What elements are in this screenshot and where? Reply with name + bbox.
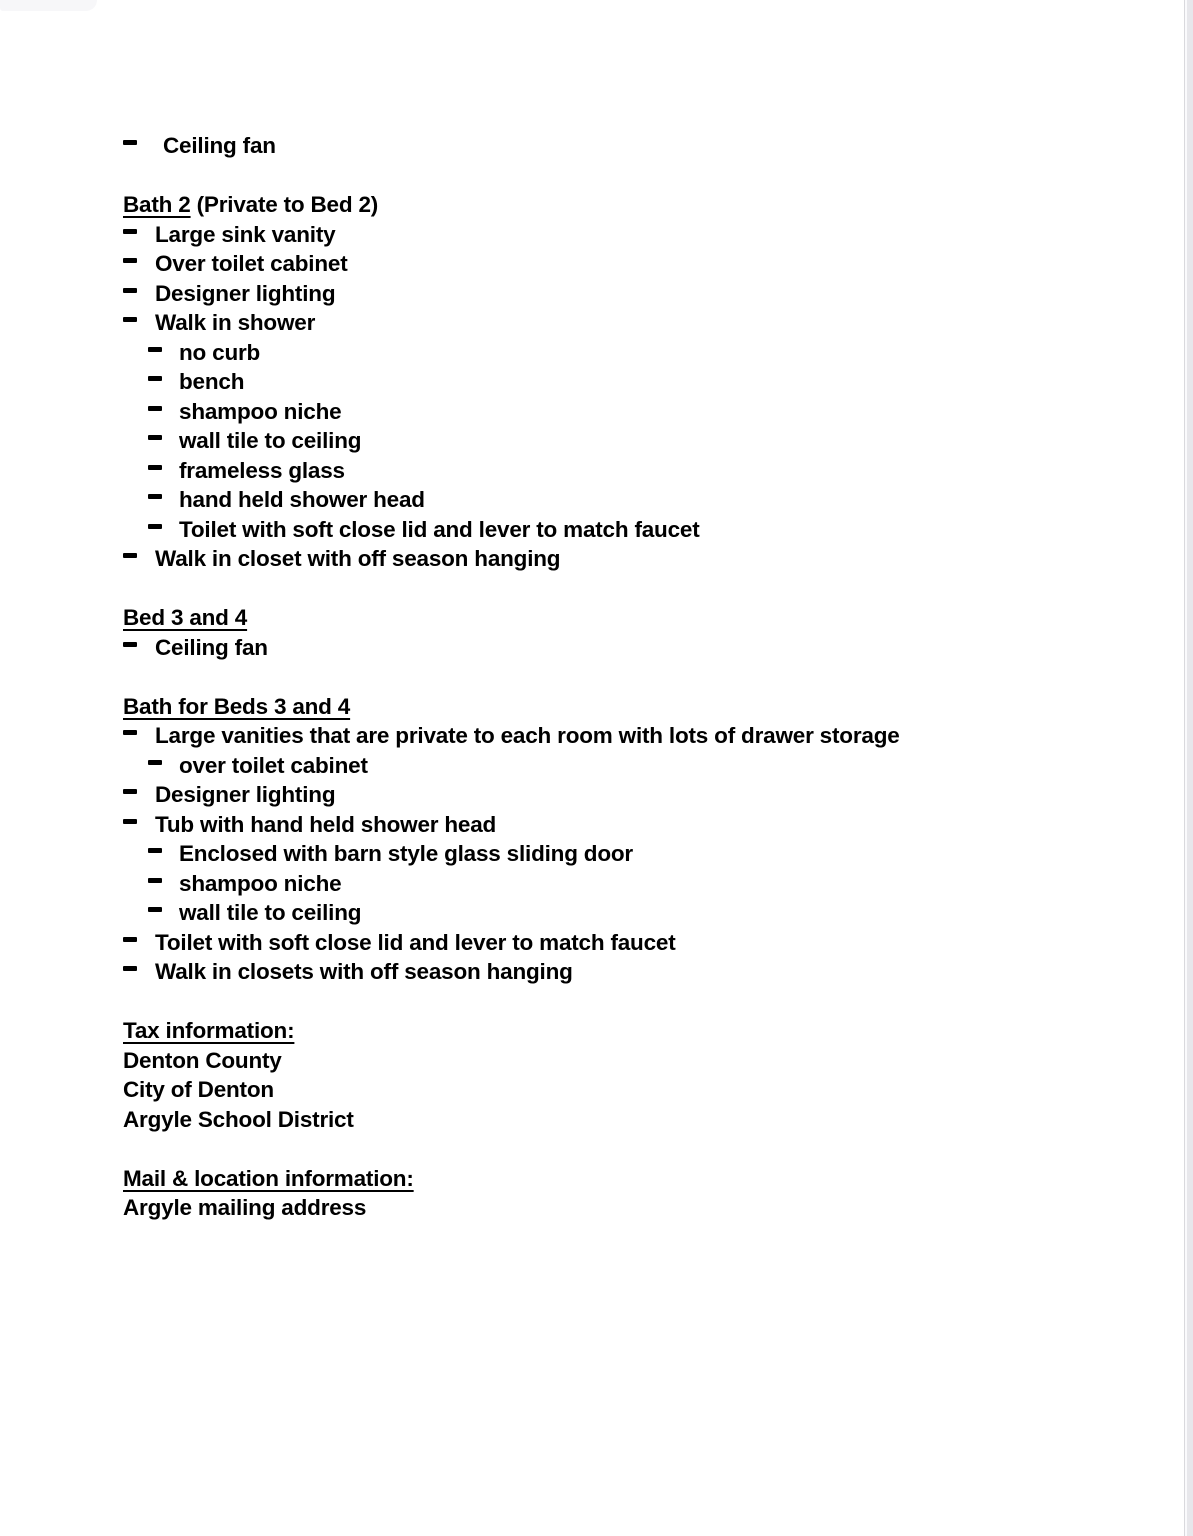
heading-underlined-text: Tax information: [123, 1018, 295, 1043]
bullet-item [0, 131, 1184, 161]
dash-bullet-icon [148, 760, 162, 765]
dash-bullet-icon [123, 258, 137, 263]
item-text: Designer lighting [155, 280, 336, 306]
dash-bullet-icon [148, 347, 162, 352]
item-text: Enclosed with barn style glass sliding door [179, 841, 633, 866]
bullet-item [0, 810, 1184, 840]
section-heading [0, 603, 1184, 633]
bullet-item [0, 928, 1184, 958]
item-text: bench [179, 369, 245, 394]
dash-bullet-icon [123, 288, 137, 293]
item-text: Designer lighting [155, 782, 336, 807]
bullet-item [0, 249, 1184, 279]
heading-plain-text: (Private to Bed 2) [190, 192, 379, 217]
document-section [0, 692, 1184, 987]
item-text: wall tile to ceiling [179, 428, 362, 453]
document-section [0, 603, 1184, 662]
dash-bullet-icon [148, 435, 162, 440]
document-section [0, 131, 1184, 161]
document-body [0, 131, 1184, 1223]
item-text: no curb [179, 339, 261, 365]
page-corner-tab [0, 0, 97, 11]
sub-bullet-item [0, 515, 1184, 545]
item-text: Argyle School District [123, 1106, 354, 1132]
item-text: Walk in closets with off season hanging [155, 959, 573, 984]
document-section [0, 1164, 1184, 1223]
dash-bullet-icon [123, 140, 137, 145]
section-heading [0, 692, 1184, 722]
bullet-item [0, 957, 1184, 987]
sub-bullet-item [0, 426, 1184, 456]
sub-bullet-item [0, 898, 1184, 928]
heading-underlined-text: Bed 3 and 4 [123, 605, 248, 630]
section-heading [0, 190, 1184, 220]
item-text: Toilet with soft close lid and lever to match faucet [179, 516, 700, 542]
document-section [0, 190, 1184, 574]
section-heading [0, 1164, 1184, 1194]
sub-bullet-item [0, 869, 1184, 899]
dash-bullet-icon [123, 966, 137, 971]
sub-bullet-item [0, 751, 1184, 781]
dash-bullet-icon [123, 553, 137, 558]
dash-bullet-icon [148, 465, 162, 470]
bullet-item [0, 279, 1184, 309]
heading-underlined-text: Mail & location information: [123, 1165, 414, 1191]
dash-bullet-icon [148, 376, 162, 381]
item-text: wall tile to ceiling [179, 900, 362, 925]
text-line [0, 1046, 1184, 1076]
item-text: Large vanities that are private to each room with lots of drawer storage [155, 723, 900, 748]
dash-bullet-icon [148, 524, 162, 529]
item-text: Argyle mailing address [123, 1195, 367, 1220]
text-line [0, 1105, 1184, 1135]
sub-bullet-item [0, 839, 1184, 869]
item-text: City of Denton [123, 1077, 274, 1102]
item-text: Ceiling fan [155, 634, 268, 660]
document-section [0, 1016, 1184, 1134]
text-line [0, 1075, 1184, 1105]
item-text: Large sink vanity [155, 221, 336, 247]
item-text: over toilet cabinet [179, 752, 368, 778]
item-text: Denton County [123, 1047, 282, 1073]
dash-bullet-icon [123, 730, 137, 735]
heading-underlined-text: Bath for Beds 3 and 4 [123, 693, 351, 719]
item-text: frameless glass [179, 457, 345, 483]
sub-bullet-item [0, 456, 1184, 486]
dash-bullet-icon [148, 878, 162, 883]
dash-bullet-icon [148, 494, 162, 499]
dash-bullet-icon [123, 789, 137, 794]
bullet-item [0, 220, 1184, 250]
item-text: Ceiling fan [163, 133, 276, 158]
dash-bullet-icon [123, 819, 137, 824]
item-text: Toilet with soft close lid and lever to match faucet [155, 929, 676, 955]
sub-bullet-item [0, 367, 1184, 397]
item-text: Over toilet cabinet [155, 251, 348, 276]
item-text: Tub with hand held shower head [155, 811, 497, 837]
bullet-item [0, 780, 1184, 810]
scrollbar-track[interactable] [1184, 0, 1193, 1536]
section-heading [0, 1016, 1184, 1046]
bullet-item [0, 721, 1184, 751]
dash-bullet-icon [123, 937, 137, 942]
text-line [0, 1193, 1184, 1223]
bullet-item [0, 544, 1184, 574]
dash-bullet-icon [148, 907, 162, 912]
heading-underlined-text: Bath 2 [123, 192, 191, 217]
dash-bullet-icon [123, 642, 137, 647]
item-text: Walk in shower [155, 310, 316, 335]
bullet-item [0, 308, 1184, 338]
sub-bullet-item [0, 485, 1184, 515]
dash-bullet-icon [123, 229, 137, 234]
dash-bullet-icon [148, 406, 162, 411]
dash-bullet-icon [148, 848, 162, 853]
dash-bullet-icon [123, 317, 137, 322]
item-text: hand held shower head [179, 487, 425, 512]
bullet-item [0, 633, 1184, 663]
item-text: Walk in closet with off season hanging [155, 546, 561, 571]
item-text: shampoo niche [179, 398, 342, 424]
sub-bullet-item [0, 338, 1184, 368]
sub-bullet-item [0, 397, 1184, 427]
item-text: shampoo niche [179, 870, 342, 896]
